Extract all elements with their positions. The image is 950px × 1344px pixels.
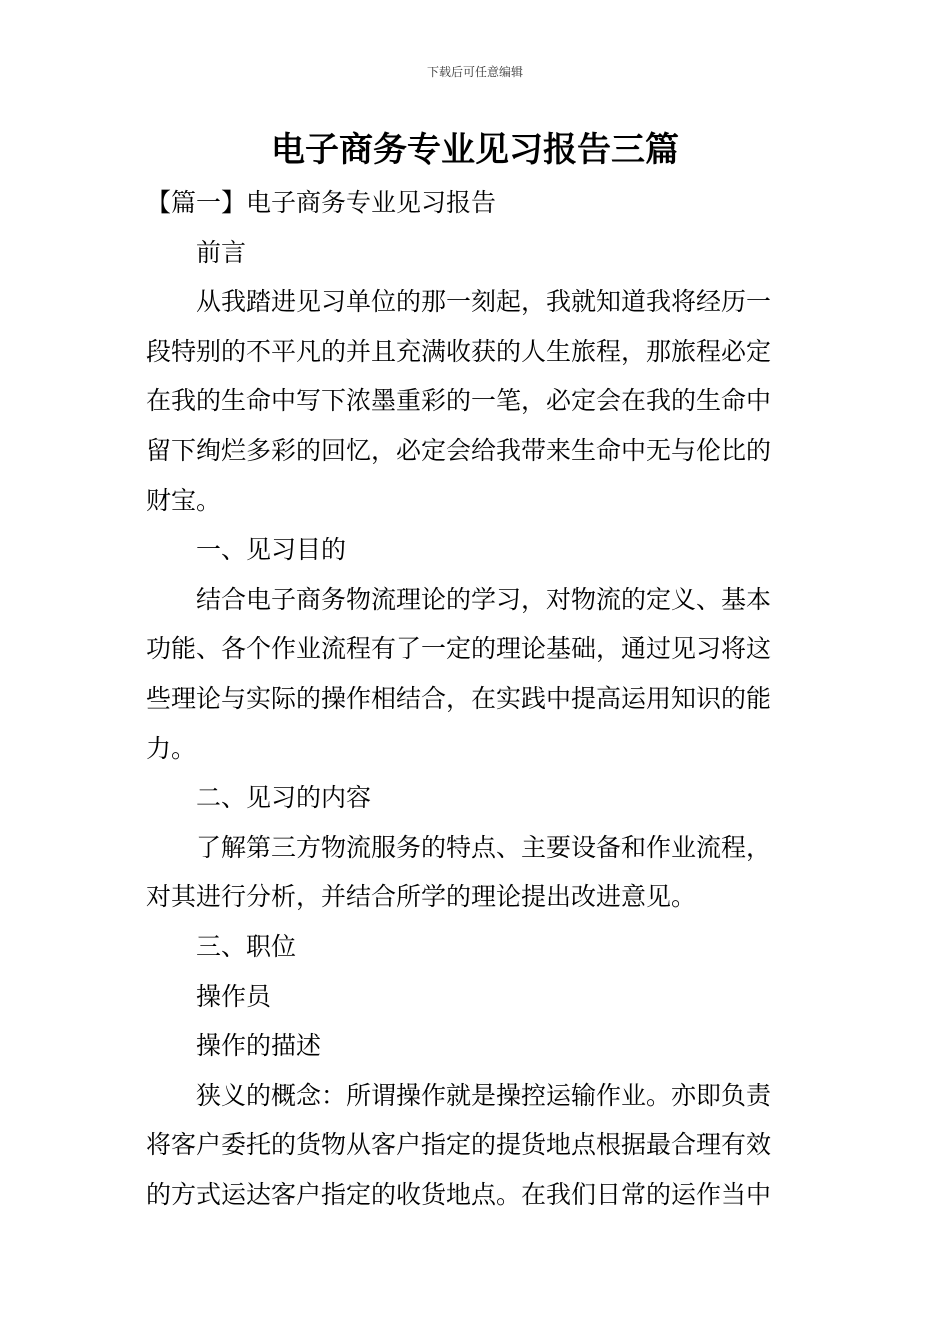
body-line: 前言 — [196, 237, 247, 267]
body-line: 力。 — [146, 733, 197, 763]
body-line: 结合电子商务物流理论的学习，对物流的定义、基本 — [196, 584, 772, 614]
body-line: 对其进行分析，并结合所学的理论提出改进意见。 — [146, 882, 697, 912]
body-line: 从我踏进见习单位的那一刻起，我就知道我将经历一 — [196, 287, 772, 317]
body-line: 了解第三方物流服务的特点、主要设备和作业流程， — [196, 832, 772, 862]
body-line: 操作员 — [196, 981, 272, 1011]
body-line: 三、职位 — [196, 931, 297, 961]
body-line: 在我的生命中写下浓墨重彩的一笔，必定会在我的生命中 — [146, 386, 772, 416]
body-line: 二、见习的内容 — [196, 783, 372, 813]
body-line: 一、见习目的 — [196, 535, 347, 565]
body-line: 财宝。 — [146, 485, 222, 515]
body-line: 些理论与实际的操作相结合，在实践中提高运用知识的能 — [146, 683, 772, 713]
body-line: 狭义的概念：所谓操作就是操控运输作业。亦即负责 — [196, 1080, 772, 1110]
body-line: 段特别的不平凡的并且充满收获的人生旅程，那旅程必定 — [146, 336, 772, 366]
body-line: 的方式运达客户指定的收货地点。在我们日常的运作当中 — [146, 1179, 772, 1209]
header-note: 下载后可任意编辑 — [426, 65, 523, 79]
body-line: 操作的描述 — [196, 1031, 322, 1061]
body-line: 留下绚烂多彩的回忆，必定会给我带来生命中无与伦比的 — [146, 435, 772, 465]
body-line: 【篇一】电子商务专业见习报告 — [146, 188, 497, 217]
body-line: 将客户委托的货物从客户指定的提货地点根据最合理有效 — [146, 1130, 772, 1160]
document-title: 电子商务专业见习报告三篇 — [271, 130, 679, 170]
document-body — [146, 178, 808, 1219]
body-line: 功能、各个作业流程有了一定的理论基础，通过见习将这 — [146, 634, 772, 664]
